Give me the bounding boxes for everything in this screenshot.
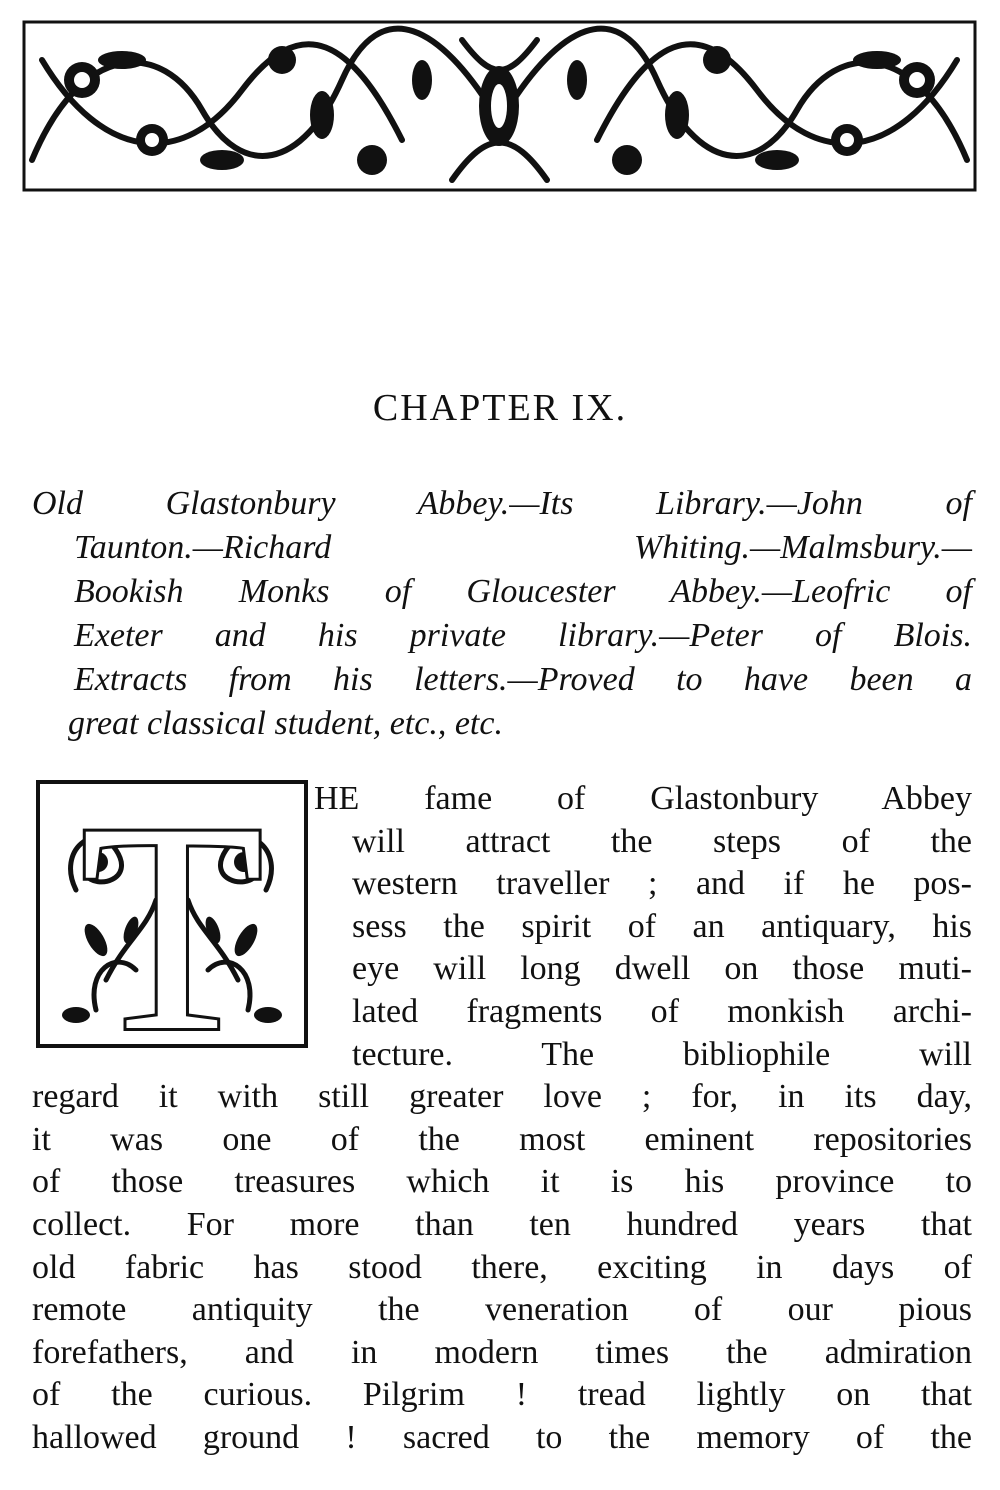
body-line: eye will long dwell on those muti- xyxy=(352,950,972,988)
body-line: sess the spirit of an antiquary, his xyxy=(352,907,972,945)
summary-line: great classical student, etc., etc. xyxy=(68,705,503,742)
body-line: tecture. The bibliophile will xyxy=(352,1035,972,1073)
body-line: of those treasures which it is his province to xyxy=(32,1163,972,1201)
drop-cap-letter: T xyxy=(80,780,264,1048)
chapter-summary xyxy=(32,482,972,746)
body-line: old fabric has stood there, exciting in days of xyxy=(32,1248,972,1286)
body-line: collect. For more than ten hundred years that xyxy=(32,1205,972,1243)
summary-line: Bookish Monks of Gloucester Abbey.—Leofric of xyxy=(74,573,972,610)
body-line: HE fame of Glastonbury Abbey xyxy=(314,780,972,817)
body-paragraph xyxy=(32,778,972,1460)
body-line: remote antiquity the veneration of our pious xyxy=(32,1291,972,1329)
body-line: regard it with still greater love ; for, in its day, xyxy=(32,1078,972,1116)
body-line: it was one of the most eminent repositories xyxy=(32,1120,972,1158)
body-line: forefathers, and in modern times the admiration xyxy=(32,1333,972,1371)
summary-line: Taunton.—Richard Whiting.—Malmsbury.— xyxy=(74,529,972,566)
body-line: will attract the steps of the xyxy=(352,822,972,860)
body-line: lated fragments of monkish archi- xyxy=(352,992,972,1030)
ornamental-headpiece xyxy=(22,20,977,192)
summary-line: Old Glastonbury Abbey.—Its Library.—John of xyxy=(32,485,972,522)
summary-line: Exeter and his private library.—Peter of Blois. xyxy=(74,617,972,654)
body-line: western traveller ; and if he pos- xyxy=(352,865,972,903)
body-line: of the curious. Pilgrim ! tread lightly on that xyxy=(32,1376,972,1414)
summary-line: Extracts from his letters.—Proved to have been a xyxy=(74,661,972,698)
chapter-title: CHAPTER IX. xyxy=(372,387,628,429)
body-line: hallowed ground ! sacred to the memory of the xyxy=(32,1418,972,1456)
